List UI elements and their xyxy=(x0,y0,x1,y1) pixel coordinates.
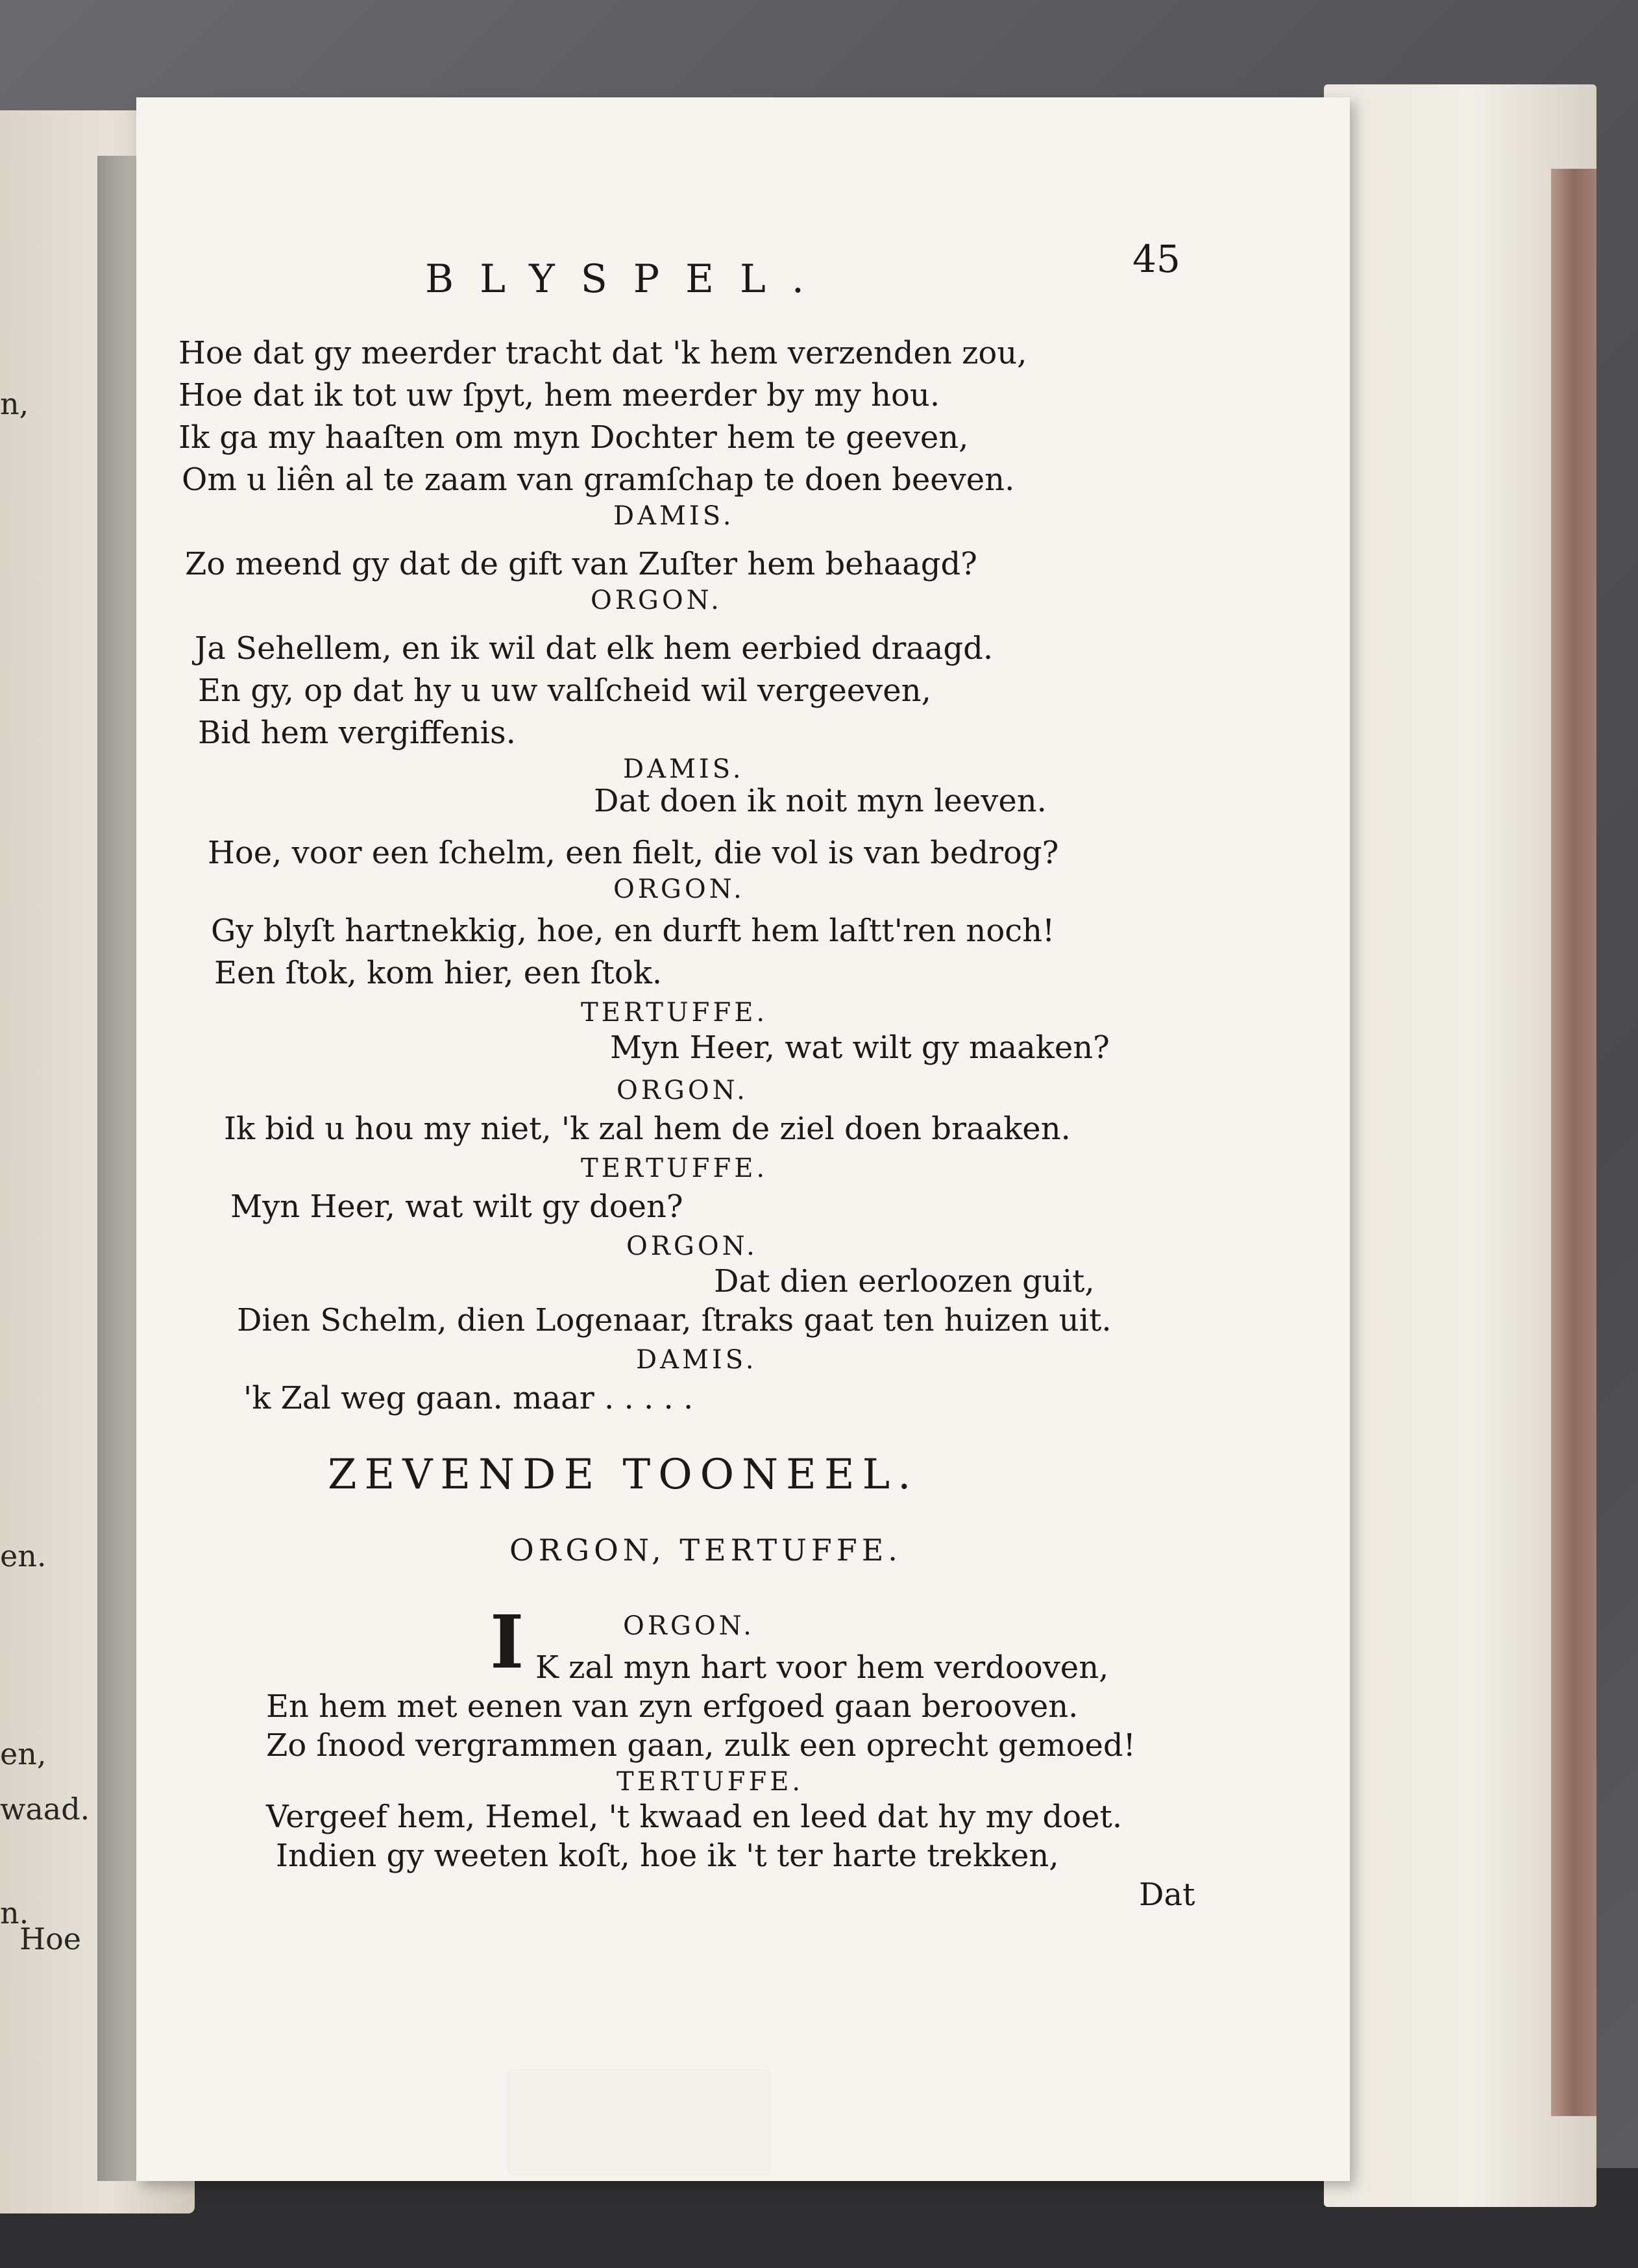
speaker-heading: ORGON. xyxy=(626,1231,758,1261)
left-fragment: en. xyxy=(0,1538,47,1573)
speaker-heading: TERTUFFE. xyxy=(617,1767,804,1797)
verse-line: Een ſtok, kom hier, een ſtok. xyxy=(214,955,663,991)
verse-line: Om u liên al te zaam van gramſchap te doen beeven. xyxy=(182,462,1015,498)
verse-line: K zal myn hart voor hem verdooven, xyxy=(535,1649,1109,1686)
verse-line: Zo ſnood vergrammen gaan, zulk een oprecht gemoed! xyxy=(266,1727,1136,1764)
speaker-heading: TERTUFFE. xyxy=(581,1153,768,1183)
drop-cap: I xyxy=(490,1600,524,1685)
verse-line: Myn Heer, wat wilt gy maaken? xyxy=(610,1029,1110,1066)
verse-line: Bid hem vergiffenis. xyxy=(198,715,516,751)
verse-line: Vergeef hem, Hemel, 't kwaad en leed dat hy my doet. xyxy=(266,1799,1123,1835)
verse-line: Ik ga my haaſten om myn Dochter hem te geeven, xyxy=(178,419,969,456)
verse-line: Indien gy weeten koſt, hoe ik 't ter harte trekken, xyxy=(276,1838,1059,1874)
verse-line: Myn Heer, wat wilt gy doen? xyxy=(230,1189,683,1225)
verse-line: Hoe dat gy meerder tracht dat 'k hem verzenden zou, xyxy=(178,335,1027,371)
speaker-heading: DAMIS. xyxy=(623,754,744,784)
verse-line: Ik bid u hou my niet, 'k zal hem de ziel doen braaken. xyxy=(224,1111,1071,1147)
verse-line: Hoe dat ik tot uw ſpyt, hem meerder by my hou. xyxy=(178,377,940,413)
verse-line: Ja Sehellem, en ik wil dat elk hem eerbied draagd. xyxy=(195,630,994,667)
speaker-heading: ORGON. xyxy=(613,874,745,904)
running-head: BLYSPEL. xyxy=(425,256,830,302)
verse-line: Gy blyſt hartnekkig, hoe, en durft hem laſtt'ren noch! xyxy=(211,913,1055,949)
speaker-heading: DAMIS. xyxy=(636,1345,757,1375)
left-fragment: waad. xyxy=(0,1792,90,1827)
left-fragment: Hoe xyxy=(19,1921,82,1956)
verse-line: Dat doen ik noit myn leeven. xyxy=(594,783,1047,819)
verse-line: 'k Zal weg gaan. maar . . . . . xyxy=(243,1380,694,1416)
verse-line: En hem met eenen van zyn erfgoed gaan berooven. xyxy=(266,1688,1079,1725)
page-number: 45 xyxy=(1132,237,1180,281)
speaker-heading: ORGON. xyxy=(623,1611,755,1641)
left-fragment: n, xyxy=(0,386,29,421)
speaker-heading: TERTUFFE. xyxy=(581,998,768,1028)
speaker-heading: ORGON. xyxy=(591,585,722,615)
verse-line: Dien Schelm, dien Logenaar, ſtraks gaat ten huizen uit. xyxy=(237,1302,1112,1338)
verse-line: Dat dien eerloozen guit, xyxy=(714,1263,1095,1300)
left-fragment: n. xyxy=(0,1895,29,1930)
left-fragment: en, xyxy=(0,1736,47,1771)
verse-line: Zo meend gy dat de gift van Zuſter hem behaagd? xyxy=(185,546,977,582)
verse-line: Hoe, voor een ſchelm, een fielt, die vol is van bedrog? xyxy=(208,835,1059,871)
scene-cast: ORGON, TERTUFFE. xyxy=(509,1533,902,1568)
speaker-heading: ORGON. xyxy=(617,1076,748,1105)
speaker-heading: DAMIS. xyxy=(613,501,735,531)
catchword: Dat xyxy=(1139,1877,1195,1913)
verse-line: En gy, op dat hy u uw valſcheid wil vergeeven, xyxy=(198,672,931,709)
scene-title: ZEVENDE TOONEEL. xyxy=(328,1451,919,1499)
